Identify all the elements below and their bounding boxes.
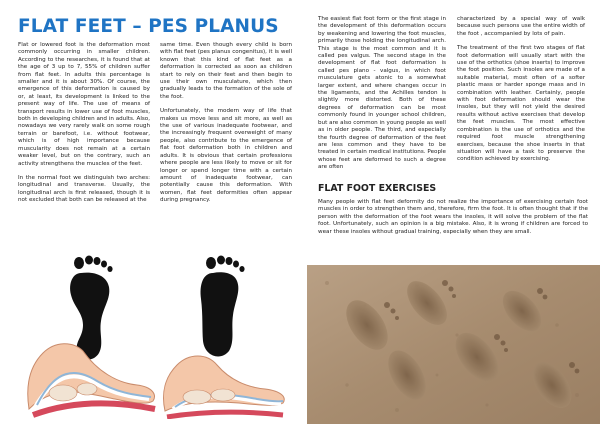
right-column-2 bbox=[457, 16, 585, 171]
paragraph: same time. Even though every child is born with flat feet (pes planus congenitus), it is well known that this kind of flat feet as a deformation is corrected as soon as children start to rely on their feet and then begin to use their own musculature, which then gradually leads to the formation of the sole of the foot. bbox=[160, 42, 292, 100]
paragraph: The easiest flat foot form or the first stage in the development of this deformation occurs by weakening and lowering the foot muscles, primarily those holding the longitudinal arch. This stage is the most common and it is called pes valgus. The second stage in the development of flat foot deformation is called pes plano - valgus, in which foot musculature gets atonic to a somewhat larger extent, and where changes occur in the ligaments, and the Achilles tendon is slightly more distorted. Both of these degrees of deformation can be most commonly found in younger school children, but are also common in young people as well as in older people. The third, and especially the fourth degree of deformation of the feet are less common and they have to be treated in certain medical institutions. People whose feet are deformed to such a degree are often bbox=[318, 16, 446, 171]
right-page bbox=[300, 0, 600, 424]
paragraph: Flat or lowered foot is the deformation most commonly occurring in smaller children. According to the researches, it is found that at the age of 3 up to 7, 55% of children suffer from flat feet. In adults this percentage is smaller and it is about 30%. Of course, the emergence of this deformation is caused by or, at least, its development is linked to the present way of life. The use of means of transport results in lower use of foot muscles, both in developing children and in adults. Also, nowadays we very rarely walk on some rough terrain or barefoot, i.e. without footwear, which is of high importance because muscularity does not remain at a certain weaker level, but on the contrary, such an activity strengthens the muscles of the feet. bbox=[18, 42, 150, 167]
right-column-1 bbox=[318, 16, 446, 179]
foot-anatomy-illustration bbox=[25, 233, 287, 419]
paragraph: characterized by a special way of walk because such persons use the entire width of the foot , accompanied by lots of pain. bbox=[457, 16, 585, 37]
sand-footprints-photo bbox=[307, 265, 600, 424]
page-title: FLAT FEET – PES PLANUS bbox=[18, 16, 279, 37]
left-column-1 bbox=[18, 42, 150, 212]
foot-flat-arch bbox=[164, 356, 285, 417]
paragraph: The treatment of the first two stages of flat foot deformation will usually start with the use of the orthotics (shoe inserts) to improve the foot position. Such insoles are made of a suitable material, most often of a softer plastic mass or harder sponge mass and in combination with leather. Certainly, people with foot deformation should wear the insoles, but they will not yield the desired results without active exercises that develop the feet muscles. The most effective combination is the use of orthotics and the required foot muscle strengthening exercises, because the shoe inserts in that situation will have a task to preserve the condition achieved by exercising. bbox=[457, 45, 585, 163]
footprint-normal-icon bbox=[70, 256, 112, 360]
paragraph: Many people with flat feet deformity do not realize the importance of exercising certain foot muscles in order to strengthen them and, therefore, firm the foot. It is often thought that if the person with the deformation of the foot wears the insoles, it will solve the problem of the flat foot. Unfortunately, such an opinion is a big mistake. Also, it is wrong if children are forced to wear these insoles without gradual training, especially when they are small. bbox=[318, 199, 588, 235]
left-column-2 bbox=[160, 42, 292, 212]
footprint-flat-icon bbox=[201, 256, 245, 357]
paragraph: Unfortunately, the modern way of life that makes us move less and sit more, as well as the use of various inadequate footwear, and the increasingly frequent overweight of many people, also contribute to the emergence of flat foot deformation both in children and adults. It is obvious that certain professions where people are less likely to move or sit for longer or spend longer time with a certain amount of inadequate footwear, can potentially cause this deformation. With women, flat feet deformities often appear during pregnancy. bbox=[160, 108, 292, 204]
exercises-paragraph-block bbox=[318, 199, 588, 243]
section-heading: FLAT FOOT EXERCISES bbox=[318, 183, 437, 194]
paragraph: In the normal foot we distinguish two arches: longitudinal and transverse. Usually, the longitudinal arch is first released, though it is not excluded that both can be released at the bbox=[18, 174, 150, 204]
